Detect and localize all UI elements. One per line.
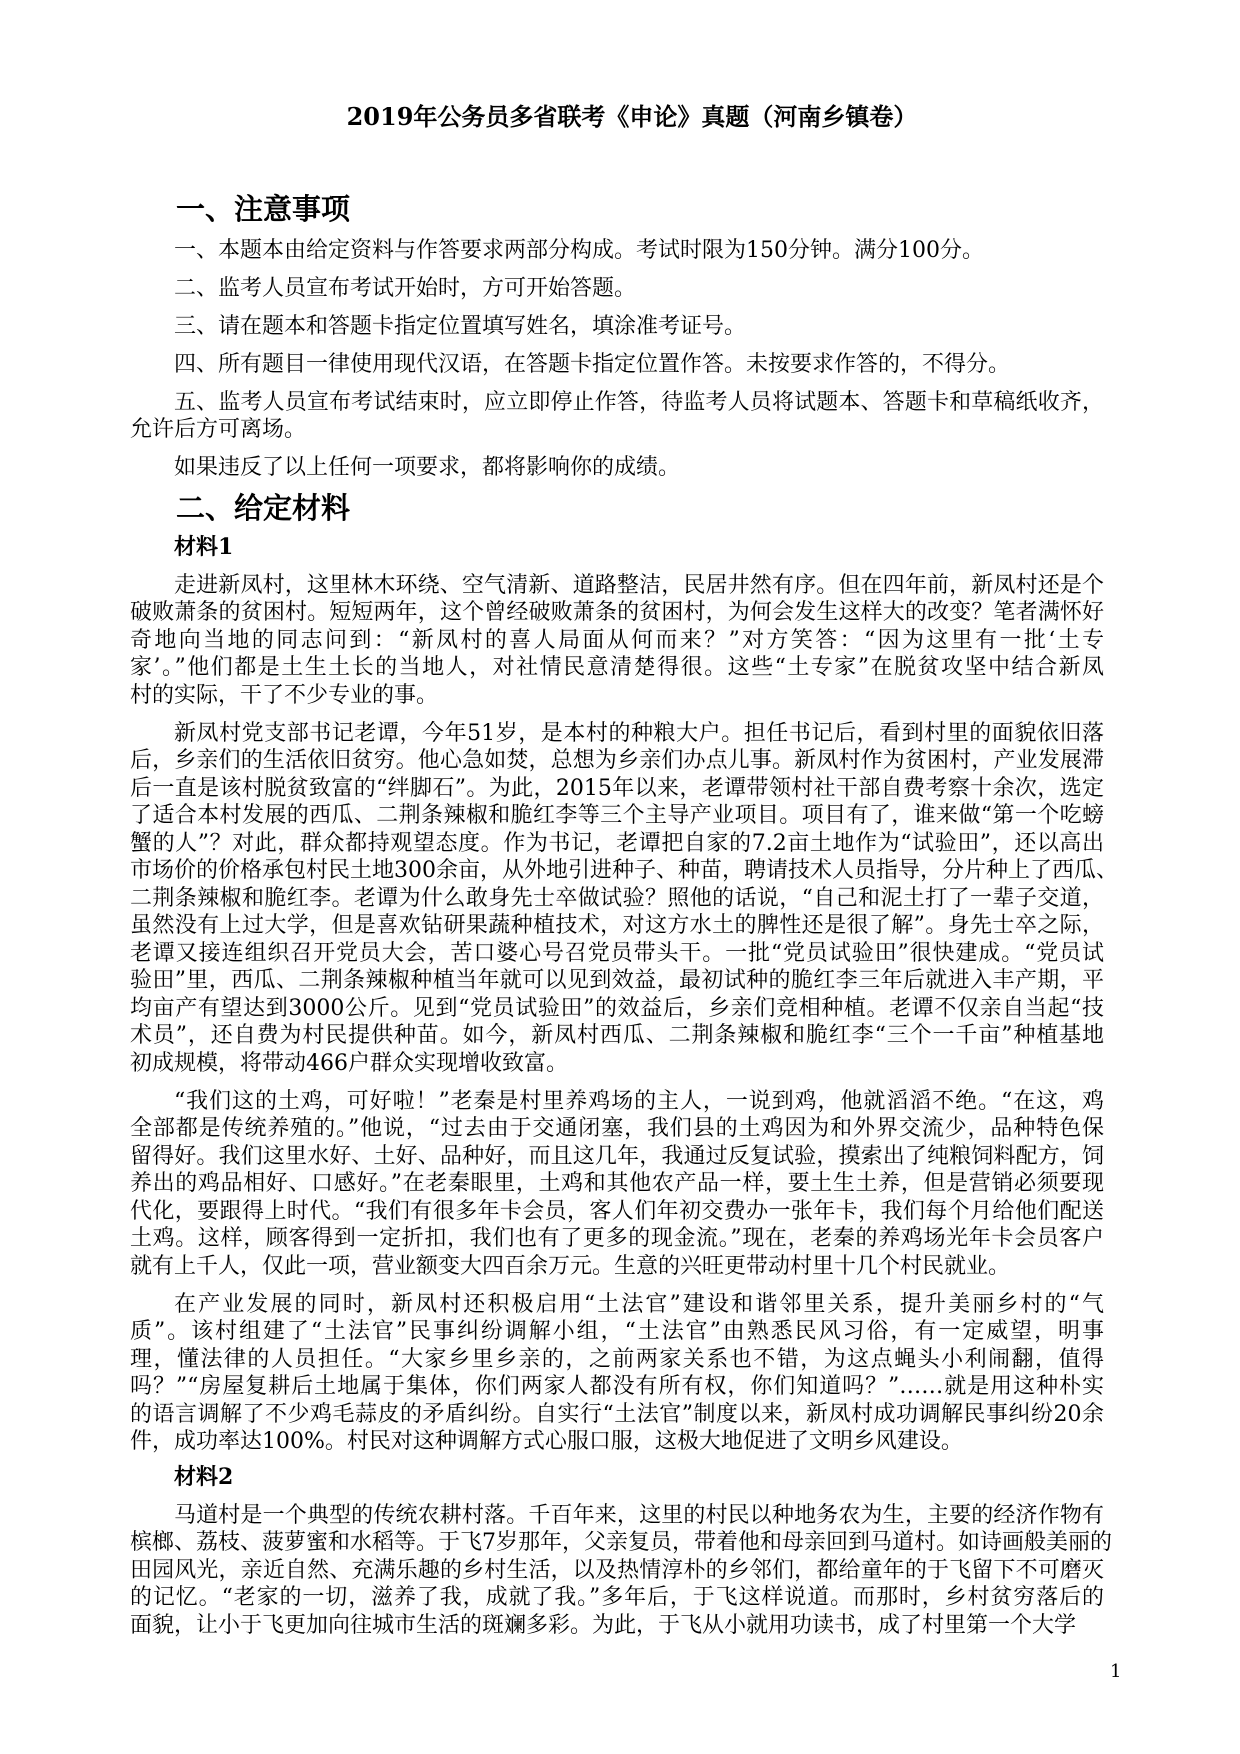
text-line: 就有上千人，仅此一项，营业额变大四百余万元。生意的兴旺更带动村里十几个村民就业。 [130,1253,1011,1279]
material-title: 材料1 [174,533,234,560]
text-line: 新凤村党支部书记老谭，今年51岁，是本村的种粮大户。担任书记后，看到村里的面貌依旧落 [174,720,1104,746]
text-line: 三、请在题本和答题卡指定位置填写姓名，填涂准考证号。 [174,313,747,339]
paragraph [130,313,1104,341]
paragraph [130,1088,1104,1281]
text-line: 在产业发展的同时，新凤村还积极启用“土法官”建设和谐邻里关系，提升美丽乡村的“气 [174,1291,1104,1317]
document-title: 2019年公务员多省联考《申论》真题（河南乡镇卷） [346,102,918,131]
text-line: 槟榔、荔枝、菠萝蜜和水稻等。于飞7岁那年，父亲复员，带着他和母亲回到马道村。如诗画般美丽的 [130,1530,1113,1555]
materials-section [130,533,1118,1640]
text-line: 件，成功率达100%。村民对这种调解方式心服口服，这极大地促进了文明乡风建设。 [130,1429,963,1454]
material-body [130,1502,1113,1640]
text-line: 走进新凤村，这里林木环绕、空气清新、道路整洁，民居井然有序。但在四年前，新凤村还是个 [174,572,1104,598]
paragraph [130,572,1104,710]
paragraph [130,389,1104,444]
text-line: 均亩产有望达到3000公斤。见到“党员试验田”的效益后，乡亲们竞相种植。老谭不仅亲自当起“技 [130,995,1104,1021]
text-line: 市场价的价格承包村民土地300余亩，从外地引进种子、种苗，聘请技术人员指导，分片种上了西瓜、 [130,858,1118,883]
material-body [130,572,1118,1456]
paragraph [130,454,1104,482]
text-line: 田园风光，亲近自然、充满乐趣的乡村生活，以及热情淳朴的乡邻们，都给童年的于飞留下不可磨灭 [130,1557,1104,1583]
text-line: 质”。该村组建了“土法官”民事纠纷调解小组，“土法官”由熟悉民风习俗，有一定威望，明事 [130,1319,1104,1344]
text-line: 初成规模，将带动466户群众实现增收致富。 [130,1050,568,1076]
paragraph [130,720,1118,1078]
paragraph [130,1291,1104,1456]
text-line: 后，乡亲们的生活依旧贫穷。他心急如焚，总想为乡亲们办点儿事。新凤村作为贫困村，产业发展滞 [130,748,1104,773]
text-line: 了适合本村发展的西瓜、二荆条辣椒和脆红李等三个主导产业项目。项目有了，谁来做“第一个吃螃 [130,803,1104,828]
text-line: 后一直是该村脱贫致富的“绊脚石”。为此，2015年以来，老谭带领村社干部自费考察十余次，选定 [130,775,1104,801]
text-line: 理，懂法律的人员担任。“大家乡里乡亲的，之前两家关系也不错，为这点蝇头小利闹翻，值得 [130,1346,1104,1372]
material-title: 材料2 [174,1463,234,1490]
section-heading-notes: 一、注意事项 [176,192,351,226]
text-line: 五、监考人员宣布考试结束时，应立即停止作答，待监考人员将试题本、答题卡和草稿纸收齐， [174,389,1104,415]
paragraph [130,351,1104,379]
text-line: 奇地向当地的同志问到：“新凤村的喜人局面从何而来？”对方笑答：“因为这里有一批‘土专 [130,627,1104,653]
text-line: 养出的鸡品相好、口感好。”在老秦眼里，土鸡和其他农产品一样，要土生土养，但是营销必须要现 [130,1171,1104,1196]
text-line: 留得好。我们这里水好、土好、品种好，而且这几年，我通过反复试验，摸索出了纯粮饲料配方，饲 [130,1143,1104,1169]
text-line: 面貌，让小于飞更加向往城市生活的斑斓多彩。为此，于飞从小就用功读书，成了村里第一个大学 [130,1612,1077,1638]
section-heading-materials: 二、给定材料 [176,490,351,525]
text-line: 术员”，还自费为村民提供种苗。如今，新凤村西瓜、二荆条辣椒和脆红李“三个一千亩”种植基地 [130,1023,1104,1048]
text-line: 家’。”他们都是土生土长的当地人，对社情民意清楚得很。这些“土专家”在脱贫攻坚中结合新凤 [130,655,1104,680]
text-line: 全部都是传统养殖的。”他说，“过去由于交通闭塞，我们县的土鸡因为和外界交流少，品种特色保 [130,1116,1104,1141]
page-number: 1 [1110,1661,1122,1682]
text-line: 允许后方可离场。 [130,417,307,442]
text-line: 如果违反了以上任何一项要求，都将影响你的成绩。 [174,455,681,480]
text-line: 虽然没有上过大学，但是喜欢钻研果蔬种植技术，对这方水土的脾性还是很了解”。身先士卒之际， [130,913,1104,938]
text-line: “我们这的土鸡，可好啦！”老秦是村里养鸡场的主人，一说到鸡，他就滔滔不绝。“在这，鸡 [174,1088,1104,1114]
text-line: 的语言调解了不少鸡毛蒜皮的矛盾纠纷。自实行“土法官”制度以来，新凤村成功调解民事纠纷20余 [130,1401,1104,1427]
text-line: 村的实际，干了不少专业的事。 [130,682,439,708]
text-line: 的记忆。“老家的一切，滋养了我，成就了我。”多年后，于飞这样说道。而那时，乡村贫穷落后的 [130,1585,1104,1610]
paragraph [130,237,1104,265]
text-line: 二、监考人员宣布考试开始时，方可开始答题。 [174,275,637,301]
text-line: 马道村是一个典型的传统农耕村落。千百年来，这里的村民以种地务农为生，主要的经济作物有 [174,1502,1104,1528]
text-line: 蟹的人”？对此，群众都持观望态度。作为书记，老谭把自家的7.2亩土地作为“试验田”，还以高出 [130,830,1104,856]
text-line: 验田”里，西瓜、二荆条辣椒种植当年就可以见到效益，最初试种的脆红李三年后就进入丰产期，平 [130,968,1104,993]
paragraph [130,275,1104,303]
text-line: 代化，要跟得上时代。“我们有很多年卡会员，客人们年初交费办一张年卡，我们每个月给他们配送 [130,1198,1104,1224]
text-line: 二荆条辣椒和脆红李。老谭为什么敢身先士卒做试验？照他的话说，“自己和泥土打了一辈子交道， [130,885,1104,911]
document-page [130,0,1118,1639]
paragraph [130,1502,1113,1640]
text-line: 土鸡。这样，顾客得到一定折扣，我们也有了更多的现金流。”现在，老秦的养鸡场光年卡会员客户 [130,1226,1104,1251]
text-line: 一、本题本由给定资料与作答要求两部分构成。考试时限为150分钟。满分100分。 [174,237,984,263]
text-line: 破败萧条的贫困村。短短两年，这个曾经破败萧条的贫困村，为何会发生这样大的改变？笔者满怀好 [130,600,1104,625]
text-line: 老谭又接连组织召开党员大会，苦口婆心号召党员带头干。一批“党员试验田”很快建成。“党员试 [130,940,1104,966]
notes-list [130,237,1104,482]
text-line: 四、所有题目一律使用现代汉语，在答题卡指定位置作答。未按要求作答的，不得分。 [174,351,1011,377]
text-line: 吗？”“房屋复耕后土地属于集体，你们两家人都没有所有权，你们知道吗？”……就是用这种朴实 [130,1374,1104,1399]
